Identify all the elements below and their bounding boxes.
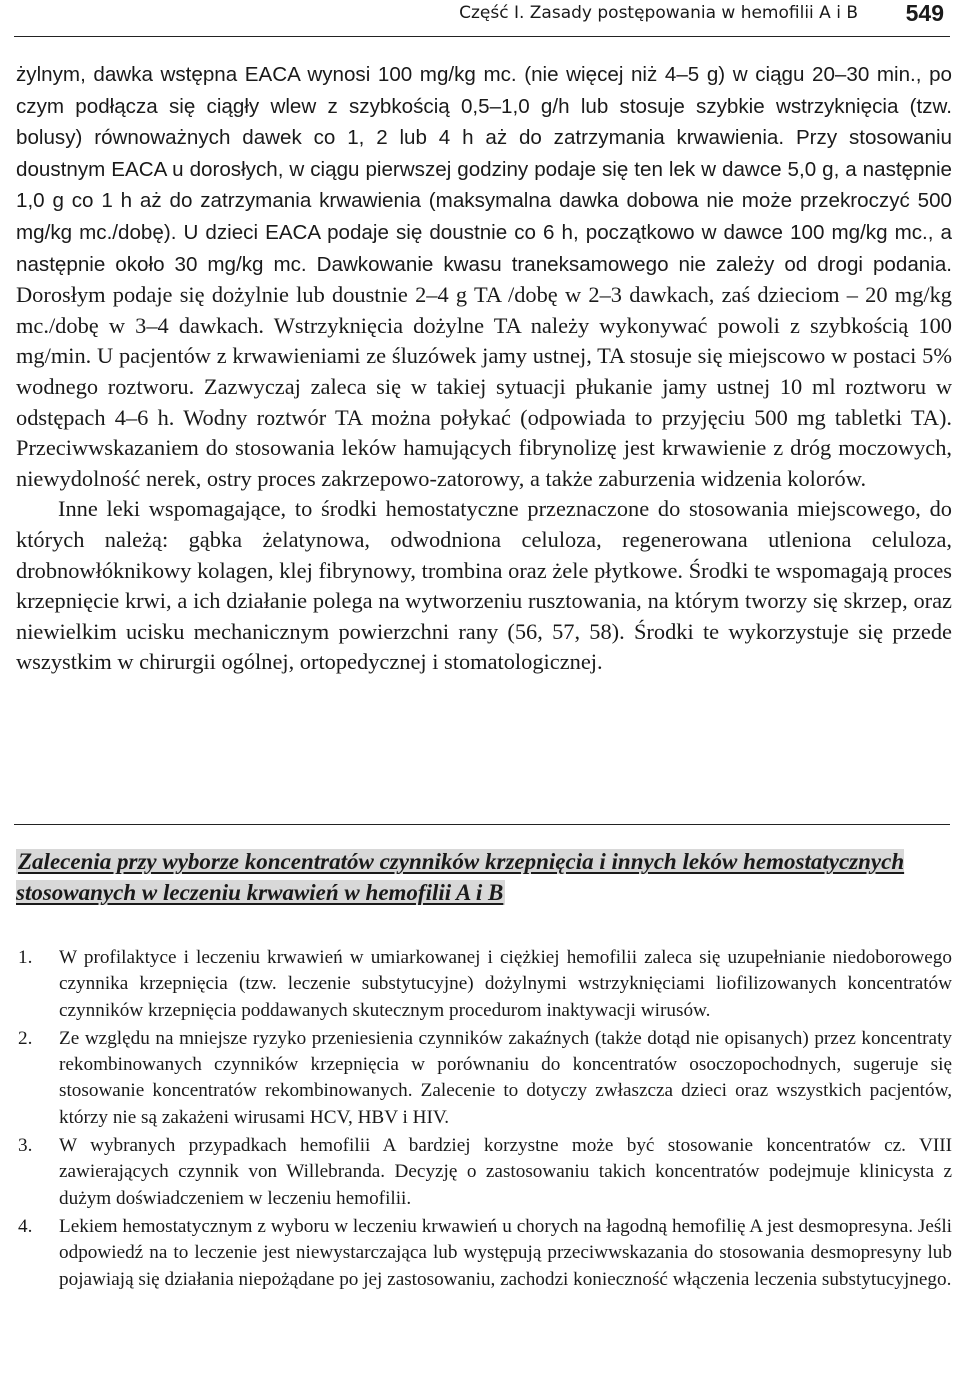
running-title: Część I. Zasady postępowania w hemofilii A i B bbox=[459, 3, 858, 23]
recommendation-text: W wybranych przypadkach hemofilii A bardziej korzystne może być stosowanie koncentratów cz. VIII zawierających czynnik von Willebranda. Decyzję o zastosowaniu takich koncentratów podejmuje klinicysta z dużym doświadczeniem w leczeniu hemofilii. bbox=[59, 1135, 952, 1209]
body-text bbox=[16, 59, 952, 678]
paragraph-dosage bbox=[16, 59, 952, 494]
recommendations-list bbox=[16, 945, 952, 1295]
recommendation-item bbox=[16, 945, 952, 1024]
recommendation-number: 3. bbox=[18, 1135, 33, 1157]
recommendation-number: 4. bbox=[18, 1215, 33, 1237]
recommendation-number: 2. bbox=[18, 1027, 33, 1049]
running-header bbox=[14, 0, 950, 37]
paragraph-dosage-serif-part: Dorosłym podaje się dożylnie lub doustnie 2–4 g TA /dobę w 2–3 dawkach, zaś dzieciom – 20 mg/kg mc./dobę w 3–4 dawkach. Wstrzyknięcia dożylne TA należy wykonywać powoli z szybkością 100 mg/min. U pacjentów z krwawieniami ze śluzówek jamy ustnej, TA stosuje się miejscowo w postaci 5% wodnego roztworu. Zazwyczaj zaleca się w takiej sytuacji płukanie jamy ustnej 10 ml roztworu w odstępach 4–6 h. Wodny roztwór TA można połykać (odpowiada to przyjęciu 500 mg tabletki TA). Przeciwwskazaniem do stosowania leków hamujących fibrynolizę jest krwawienie z dróg moczowych, niewydolność nerek, ostry proces zakrzepowo-zatorowy, a także zaburzenia widzenia kolorów. bbox=[16, 282, 952, 491]
page-number: 549 bbox=[905, 0, 944, 26]
recommendation-text: W profilaktyce i leczeniu krwawień w umiarkowanej i ciężkiej hemofilii zaleca się uzupełnianie niedoborowego czynnika krzepnięcia (tzw. leczenie substytucyjne) dożylnymi wstrzyknięciami liofilizowanych koncentratów czynników krzepnięcia poddawanych skutecznym procedurom inaktywacji wirusów. bbox=[59, 947, 952, 1021]
recommendation-number: 1. bbox=[18, 947, 33, 968]
section-divider bbox=[14, 824, 950, 825]
recommendations-title-text: Zalecenia przy wyborze koncentratów czynników krzepnięcia i innych leków hemostatycznych stosowanych w leczeniu krwawień w hemofilii A i B bbox=[16, 849, 905, 905]
paragraph-dosage-sans-part-b: Przy stosowaniu doustnym EACA u dorosłych, w ciągu pierwszej godziny podaje się ten lek w dawce 5,0 g, a następnie 1,0 g co 1 h aż do zatrzymania krwawienia (maksymalna dawka dobowa nie może przekroczyć 500 mg/kg mc./dobę). U dzieci EACA podaje się doustnie co 6 h, początkowo w dawce 100 mg/kg mc., a następnie około 30 mg/kg mc. Dawkowanie kwasu traneksamowego nie zależy od drogi podania. bbox=[16, 126, 952, 276]
recommendation-item bbox=[16, 1026, 952, 1131]
paragraph-dosage-sans-part-a: żylnym, dawka wstępna EACA wynosi 100 mg/kg mc. (nie więcej niż 4–5 g) w ciągu 20–30 min., po czym podłącza się ciągły wlew z szybkością 0,5–1,0 g/h lub stosuje szybkie wstrzyknięcia (tzw. bolusy) równoważnych dawek co 1, 2 lub 4 h aż do zatrzymania krwawienia. bbox=[16, 63, 952, 150]
paragraph-hemostatic-agents: Inne leki wspomagające, to środki hemostatyczne przeznaczone do stosowania miejscowego, do których należą: gąbka żelatynowa, odwodniona celuloza, regenerowana utleniona celuloza, drobnowłóknikowy kolagen, klej fibrynowy, trombina oraz żele płytkowe. Środki te wspomagają proces krzepnięcie krwi, a ich działanie polega na wytworzeniu rusztowania, na którym tworzy się skrzep, oraz niewielkim ucisku mechanicznym powierzchni rany (56, 57, 58). Środki te wykorzystuje się przede wszystkim w chirurgii ogólnej, ortopedycznej i stomatologicznej. bbox=[16, 496, 952, 675]
recommendation-item bbox=[16, 1133, 952, 1212]
recommendation-text: Ze względu na mniejsze ryzyko przeniesienia czynników zakaźnych (także dotąd nie opisanych) przez koncentraty rekombinowanych czynników krzepnięcia w porównaniu do koncentratów osoczopochodnych, sugeruje się stosowanie koncentratów rekombinowanych. Zalecenie to dotyczy zwłaszcza dzieci oraz wszystkich pacjentów, którzy nie są zakażeni wirusami HCV, HBV i HIV. bbox=[59, 1027, 952, 1128]
recommendation-item bbox=[16, 1214, 952, 1293]
recommendations-title bbox=[16, 846, 948, 908]
recommendation-text: Lekiem hemostatycznym z wyboru w leczeniu krwawień u chorych na łagodną hemofilię A jest desmopresyna. Jeśli odpowiedź na to leczenie jest niewystarczająca lub występują przeciwwskazania do stosowania desmopresyny lub pojawiają się działania niepożądane po jej zastosowaniu, zachodzi konieczność włączenia leczenia substytucyjnego. bbox=[59, 1215, 952, 1290]
